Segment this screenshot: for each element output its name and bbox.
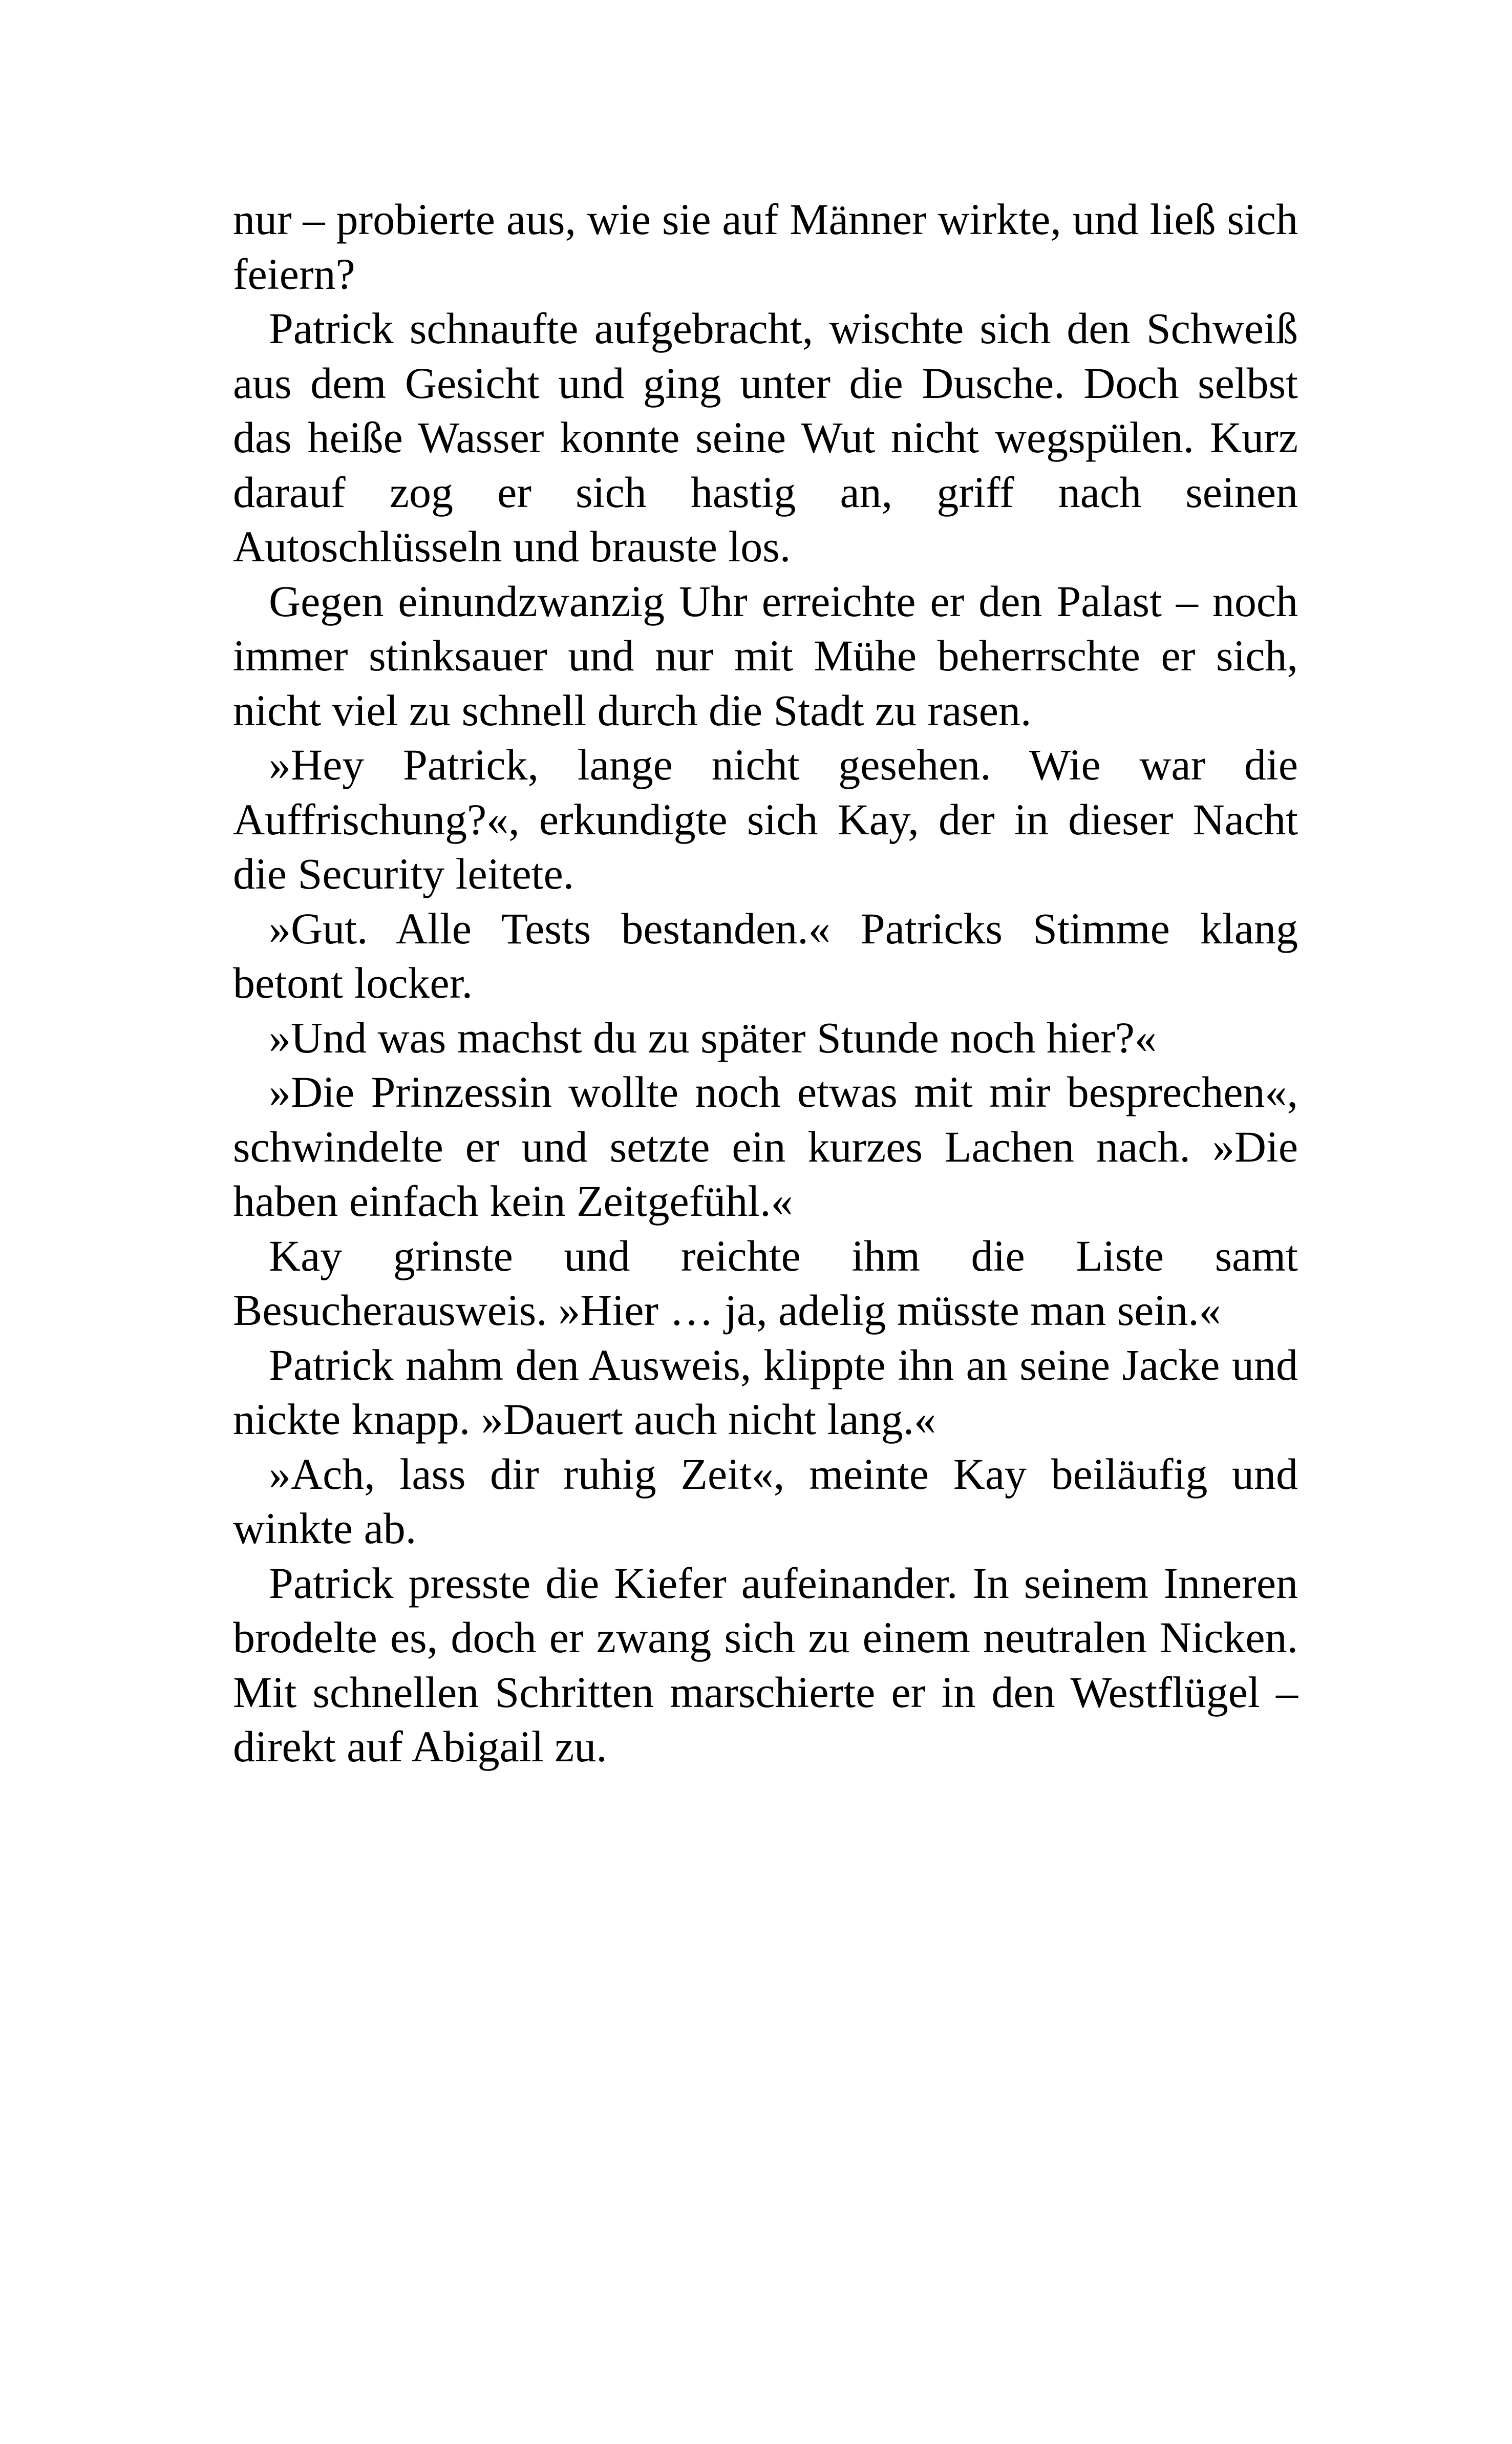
paragraph: Gegen einundzwanzig Uhr erreichte er den Palast – noch immer stinksauer und nur mit Mühe beherrschte er sich, nicht viel zu schnell durch die Stadt zu rasen. <box>233 576 1298 735</box>
paragraph: Patrick presste die Kiefer aufeinander. In seinem Inneren brodelte es, doch er zwang sich zu einem neutralen Nicken. Mit schnellen Schritten marschierte er in den Westflügel – direkt auf Abigail zu. <box>233 1558 1298 1771</box>
paragraph: »Ach, lass dir ruhig Zeit«, meinte Kay beiläufig und winkte ab. <box>233 1449 1298 1553</box>
paragraph: Kay grinste und reichte ihm die Liste samt Besucherausweis. »Hier … ja, adelig müsste man sein.« <box>233 1231 1298 1335</box>
paragraph: »Und was machst du zu später Stunde noch hier?« <box>269 1013 1157 1062</box>
body-text <box>233 192 1298 1774</box>
paragraph: »Hey Patrick, lange nicht gesehen. Wie war die Auffrischung?«, erkundigte sich Kay, der in dieser Nacht die Security leitete. <box>233 740 1298 898</box>
paragraph: Patrick nahm den Ausweis, klippte ihn an seine Jacke und nickte knapp. »Dauert auch nicht lang.« <box>233 1340 1298 1444</box>
paragraph: »Die Prinzessin wollte noch etwas mit mir besprechen«, schwindelte er und setzte ein kurzes Lachen nach. »Die haben einfach kein Zeitgefühl.« <box>233 1067 1298 1226</box>
paragraph-continuation: nur – probierte aus, wie sie auf Männer wirkte, und ließ sich feiern? <box>233 195 1298 299</box>
paragraph: »Gut. Alle Tests bestanden.« Patricks Stimme klang betont locker. <box>233 903 1298 1007</box>
paragraph: Patrick schnaufte aufgebracht, wischte sich den Schweiß aus dem Gesicht und ging unter die Dusche. Doch selbst das heiße Wasser konnte seine Wut nicht wegspülen. Kurz darauf zog er sich hastig an, griff nach seinen Autoschlüsseln und brauste los. <box>233 304 1298 571</box>
